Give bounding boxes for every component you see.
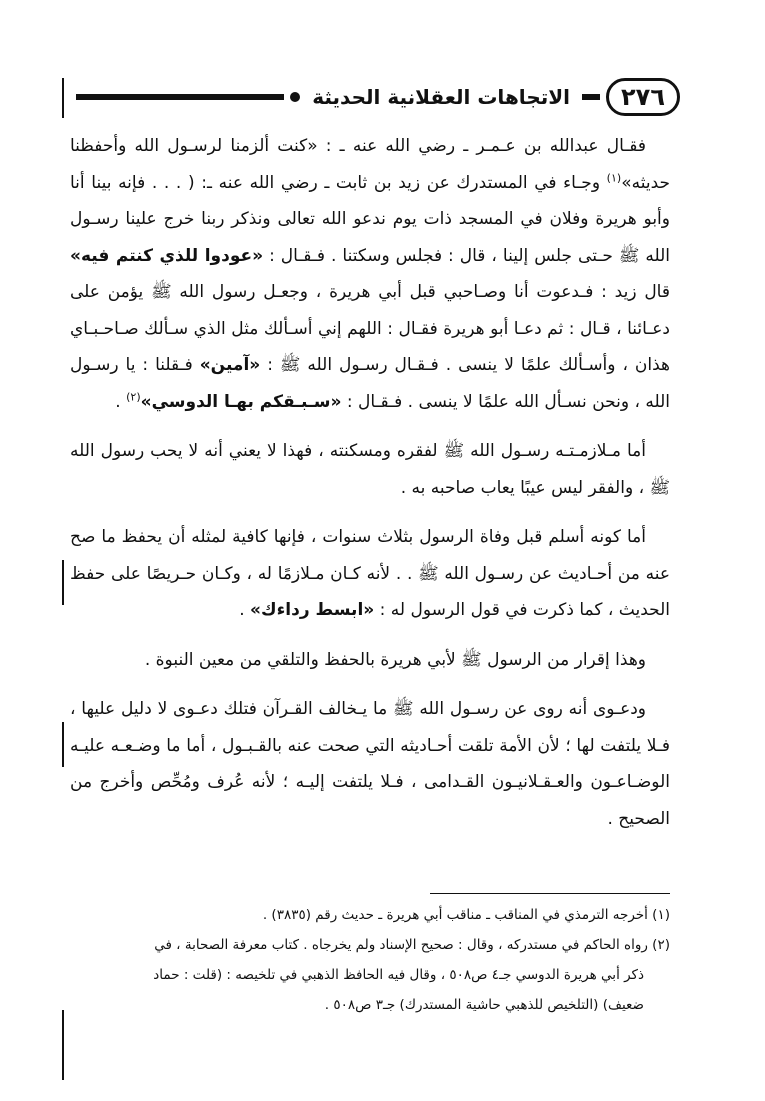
hadith-quote: «آمين» — [199, 355, 261, 375]
footnote-line: (٢) رواه الحاكم في مستدركه ، وقال : صحيح الإسناد ولم يخرجاه . كتاب معرفة الصحابة ، في — [154, 937, 670, 953]
text-segment: ودعـوى أنه روى عن رسـول الله ﷺ ما يـخالف القـرآن فتلك دعـوى لا دليل عليها ، فـلا يلتفت لها ؛ لأن الأمة تلقت أحـاديثه التي صحت عنه بالقـبـول ، أما ما وضـعـه عليـه الوضـاعـون والعـقـلانيـون القـدامى ، فـلا يلتفت إليـه ؛ لأنه عُرف ومُحِّص وأخرج من الصحيح . — [70, 699, 670, 829]
text-segment: فقـال عبدالله بن عـمـر ـ رضي الله عنه ـ : «كنت ألزمنا لرسـول الله وأحفظنا حديثه» — [70, 136, 670, 193]
footnote-line: (١) أخرجه الترمذي في المناقب ـ مناقب أبي هريرة ـ حديث رقم (٣٨٣٥) . — [262, 907, 670, 923]
running-title: الاتجاهات العقلانية الحديثة — [312, 85, 570, 109]
header-rule-long — [76, 94, 284, 100]
paragraph — [70, 433, 670, 506]
text-segment: أما كونه أسلم قبل وفاة الرسول بثلاث سنوات ، فإنها كافية لمثله أن يحفظ ما صح عنه من أحـاديث عن رسـول الله ﷺ . . لأنه كـان مـلازمًا له ، وكـان حـريصًا على حفظ الحديث ، كما ذكرت في قول الرسول له : — [70, 527, 670, 620]
footnotes — [70, 900, 670, 1020]
margin-rule-mark — [62, 560, 64, 605]
paragraph — [70, 519, 670, 629]
margin-rule-mark — [62, 1010, 64, 1080]
page-number: ٢٧٦ — [606, 78, 680, 116]
margin-rule-mark — [62, 78, 64, 118]
hadith-quote: «عودوا للذي كنتم فيه» — [70, 245, 264, 266]
hadith-quote: «ابسط رداءك» — [250, 600, 375, 620]
footnote-separator — [430, 893, 670, 894]
text-segment: . — [239, 600, 251, 620]
text-segment: فـقلنا : يا رسـول الله ، ونحن نسـأل الله علمًا لا ينسى . فـقـال : — [70, 355, 670, 412]
footnote-line: ذكر أبي هريرة الدوسي جـ٤ ص٥٠٨ ، وقال فيه الحافظ الذهبي في تلخيصه : (قلت : حماد — [153, 967, 644, 983]
header-rule-short — [582, 94, 600, 100]
header-dot-ornament — [290, 92, 300, 102]
margin-rule-mark — [62, 722, 64, 767]
footnote-marker: (١) — [606, 170, 622, 184]
paragraph — [70, 128, 670, 420]
text-segment: . — [115, 391, 127, 412]
paragraph — [70, 642, 670, 679]
text-segment: وجـاء في المستدرك عن زيد بن ثابت ـ رضي الله عنه ـ: ( . . . فإنه بينا أنا وأبو هريرة وفلان في المسجد ذات يوم ندعو الله تعالى ونذكر ربنا خرج علينا رسـول الله ﷺ حـتى جلس إلينا ، قال : فجلس وسكتنا . فـقـال : — [70, 172, 670, 266]
hadith-quote: «سـبـقكم بهـا الدوسي» — [140, 391, 342, 412]
paragraph — [70, 691, 670, 837]
running-header — [70, 70, 680, 124]
text-segment: أما مـلازمـتـه رسـول الله ﷺ لفقره ومسكنته ، فهذا لا يعني أنه لا يحب رسول الله ﷺ ، والفقر ليس عيبًا يعاب صاحبه به . — [70, 441, 670, 498]
main-text — [70, 128, 670, 850]
footnote-line: ضعيف) (التلخيص للذهبي حاشية المستدرك) جـ٣ ص٥٠٨ . — [324, 997, 644, 1013]
footnote-marker: (٢) — [126, 389, 141, 403]
text-segment: قال زيد : فـدعوت أنا وصـاحبي قبل أبي هريرة ، وجعـل رسول الله ﷺ يؤمن على دعـائنا ، قـال : ثم دعـا أبو هريرة فقـال : اللهم إني أسـألك مثل الذي سـألك صـاحـبـاي هذان ، وأسـألك علمًا لا ينسى . فـقـال رسـول الله ﷺ : — [70, 282, 670, 375]
text-segment: وهذا إقرار من الرسول ﷺ لأبي هريرة بالحفظ والتلقي من معين النبوة . — [144, 649, 646, 670]
